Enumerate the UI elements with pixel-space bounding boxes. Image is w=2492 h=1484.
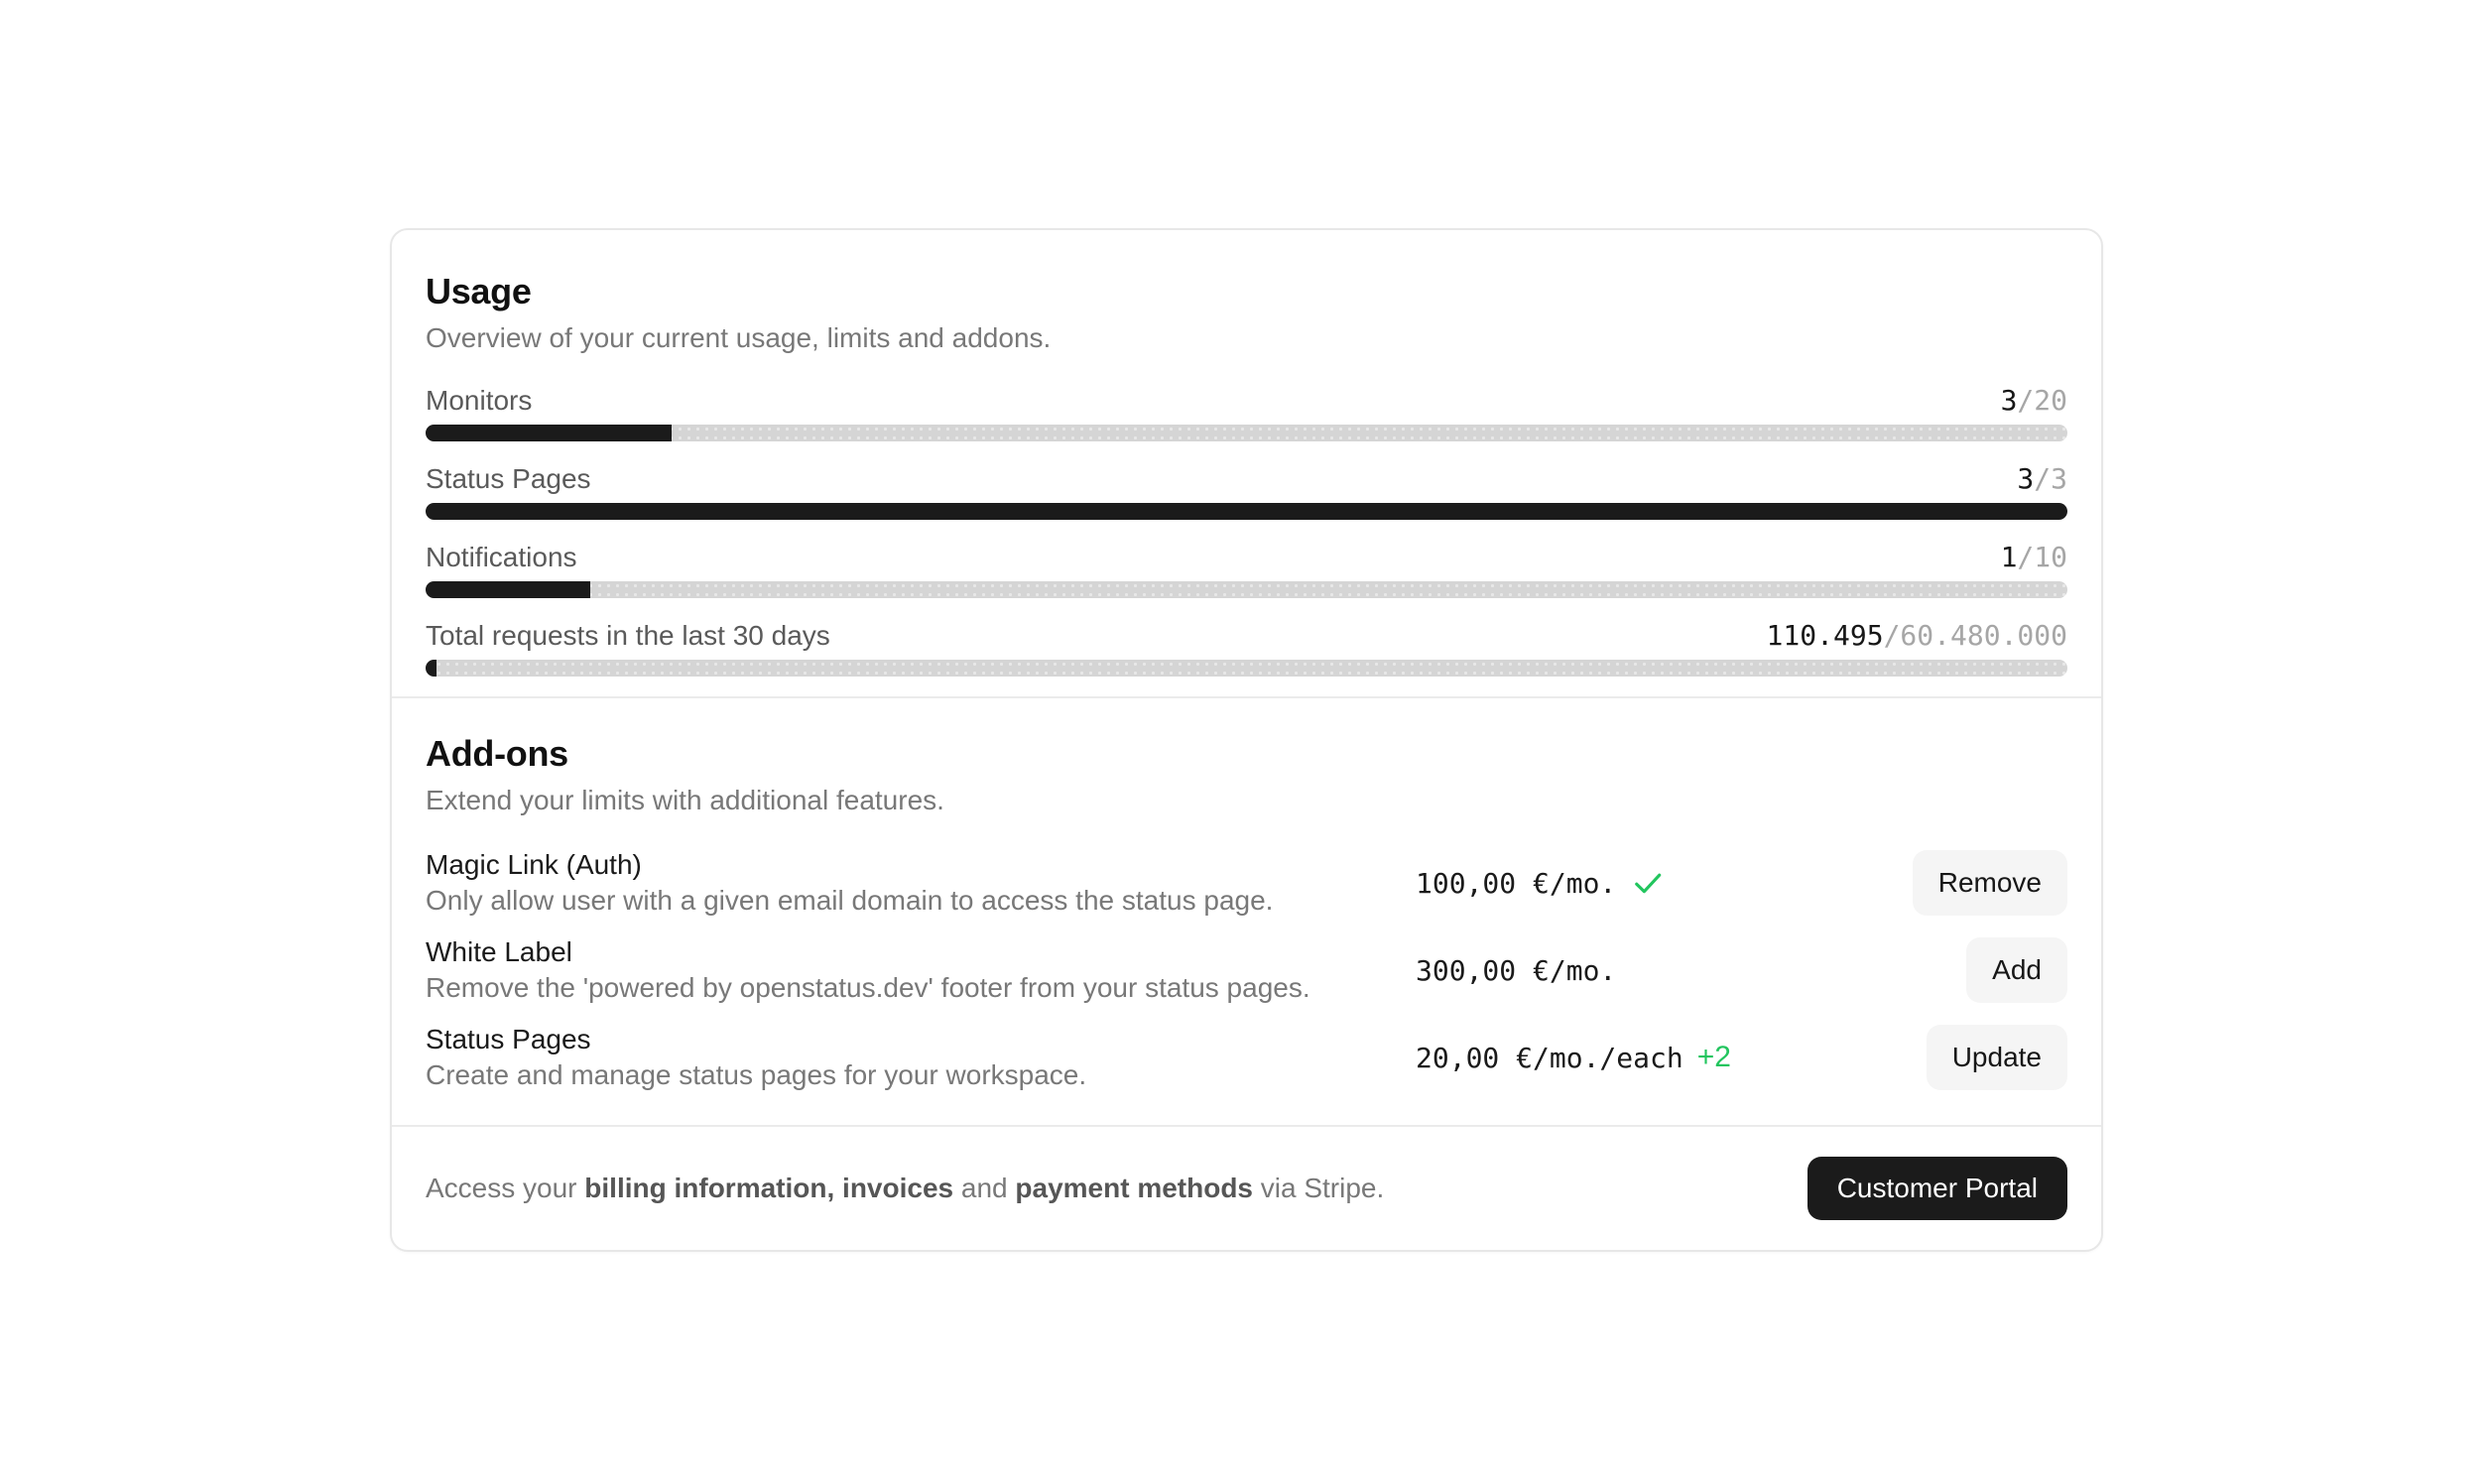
addon-price: 300,00 €/mo. [1416, 953, 1617, 987]
addon-description: Create and manage status pages for your workspace. [426, 1059, 1087, 1090]
addons-subtitle: Extend your limits with additional features. [426, 785, 944, 815]
addons-title: Add-ons [426, 733, 568, 774]
metric-value: 3/3 [2017, 462, 2067, 495]
usage-title: Usage [426, 271, 532, 311]
addon-row-status-pages [426, 1022, 2067, 1093]
progress-bar [426, 660, 2067, 677]
usage-metric-status-pages [426, 461, 2067, 520]
addon-price: 20,00 €/mo./each +2 [1416, 1041, 1731, 1074]
addons-list [426, 847, 2067, 1093]
progress-fill [426, 660, 436, 677]
usage-metric-total-requests [426, 618, 2067, 677]
footer-text: Access your billing information, invoices and payment methods via Stripe. [426, 1173, 1385, 1203]
card-footer [392, 1127, 2101, 1250]
usage-metric-monitors [426, 383, 2067, 441]
usage-metrics-list [426, 383, 2067, 677]
metric-value: 3/20 [2000, 384, 2067, 417]
billing-usage-card [390, 228, 2103, 1252]
metric-label: Total requests in the last 30 days [426, 620, 830, 651]
progress-fill [426, 425, 672, 441]
addon-name: Magic Link (Auth) [426, 849, 642, 880]
usage-section [392, 230, 2101, 698]
addon-description: Only allow user with a given email domain to access the status page. [426, 885, 1274, 916]
addons-section [392, 698, 2101, 1127]
add-addon-button[interactable]: Add [1966, 937, 2067, 1003]
usage-subtitle: Overview of your current usage, limits and addons. [426, 322, 1052, 353]
addon-name: Status Pages [426, 1024, 591, 1054]
check-icon [1630, 865, 1666, 901]
progress-fill [426, 581, 590, 598]
customer-portal-button[interactable]: Customer Portal [1807, 1157, 2067, 1220]
progress-bar [426, 581, 2067, 598]
metric-value: 1/10 [2000, 541, 2067, 573]
addon-count-badge: +2 [1696, 1041, 1731, 1073]
addon-name: White Label [426, 936, 572, 967]
metric-label: Status Pages [426, 463, 591, 494]
progress-fill [426, 503, 2067, 520]
addon-row-white-label [426, 934, 2067, 1006]
usage-metric-notifications [426, 540, 2067, 598]
addon-row-magic-link [426, 847, 2067, 919]
addon-description: Remove the 'powered by openstatus.dev' footer from your status pages. [426, 972, 1310, 1003]
addon-price: 100,00 €/mo. [1416, 865, 1913, 901]
remove-addon-button[interactable]: Remove [1913, 850, 2067, 916]
update-addon-button[interactable]: Update [1927, 1025, 2067, 1090]
metric-value: 110.495/60.480.000 [1766, 619, 2067, 652]
progress-bar [426, 503, 2067, 520]
metric-label: Notifications [426, 542, 577, 572]
progress-bar [426, 425, 2067, 441]
metric-label: Monitors [426, 385, 533, 416]
